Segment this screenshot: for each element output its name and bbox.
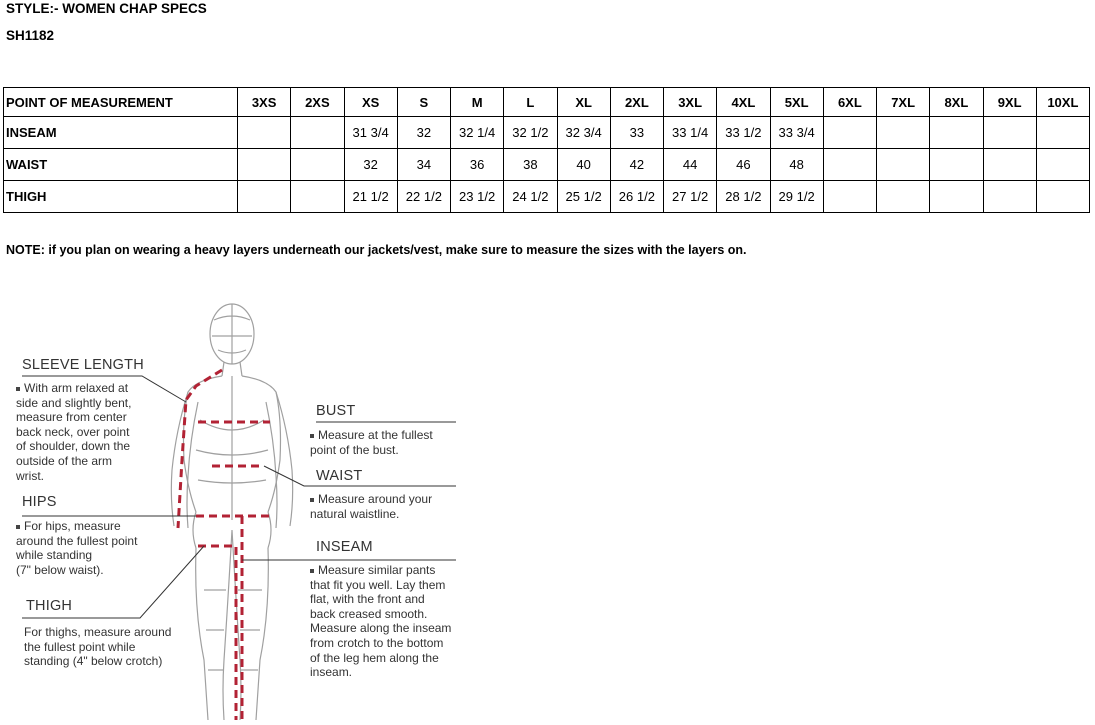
bust-text: Measure at the fullest point of the bust. xyxy=(310,428,433,457)
measurement-value: 23 1/2 xyxy=(451,181,504,213)
waist-text: Measure around your natural waistline. xyxy=(310,492,433,521)
measurement-value xyxy=(983,117,1036,149)
measurement-value: 22 1/2 xyxy=(397,181,450,213)
inseam-text: Measure similar pants that fit you well. Lay them flat, with the front and back creased smooth. Measure along the inseam from crotch to the bottom of the leg hem along the inseam. xyxy=(310,563,452,680)
measurement-value xyxy=(930,149,983,181)
measurement-value xyxy=(823,149,876,181)
table-header-row xyxy=(4,88,1090,117)
size-header-10xl: 10XL xyxy=(1036,88,1089,117)
size-header-3xl: 3XL xyxy=(664,88,717,117)
measurement-value: 26 1/2 xyxy=(610,181,663,213)
size-header-8xl: 8XL xyxy=(930,88,983,117)
header-point-of-measurement: POINT OF MEASUREMENT xyxy=(4,88,238,117)
size-header-s: S xyxy=(397,88,450,117)
table-row xyxy=(4,149,1090,181)
measurement-value: 29 1/2 xyxy=(770,181,823,213)
measurement-value: 36 xyxy=(451,149,504,181)
size-header-xl: XL xyxy=(557,88,610,117)
measurement-value: 32 3/4 xyxy=(557,117,610,149)
measurement-value: 40 xyxy=(557,149,610,181)
thigh-text: For thighs, measure around the fullest point while standing (4" below crotch) xyxy=(24,625,172,669)
measurement-label: WAIST xyxy=(4,149,238,181)
mannequin-outline xyxy=(171,304,292,720)
measurement-value xyxy=(983,149,1036,181)
measurement-value xyxy=(877,149,930,181)
size-header-m: M xyxy=(451,88,504,117)
table-row xyxy=(4,181,1090,213)
measurement-value xyxy=(238,117,291,149)
measurement-value: 28 1/2 xyxy=(717,181,770,213)
measurement-label: THIGH xyxy=(4,181,238,213)
size-header-l: L xyxy=(504,88,557,117)
measurement-value xyxy=(930,181,983,213)
sleeve-length-text: With arm relaxed at side and slightly bent, measure from center back neck, over point of shoulder, down the outside of the arm wrist. xyxy=(16,381,132,483)
inseam-label: INSEAM xyxy=(316,539,373,555)
measurement-label: INSEAM xyxy=(4,117,238,149)
measurement-value xyxy=(930,117,983,149)
size-header-4xl: 4XL xyxy=(717,88,770,117)
measurement-value: 25 1/2 xyxy=(557,181,610,213)
measurement-value: 31 3/4 xyxy=(344,117,397,149)
hips-label: HIPS xyxy=(22,494,57,510)
measurement-value: 33 1/4 xyxy=(664,117,717,149)
hips-text: For hips, measure around the fullest point while standing (7" below waist). xyxy=(16,519,138,577)
size-header-5xl: 5XL xyxy=(770,88,823,117)
size-header-6xl: 6XL xyxy=(823,88,876,117)
measurement-value: 21 1/2 xyxy=(344,181,397,213)
measurement-value xyxy=(823,181,876,213)
size-spec-table xyxy=(3,87,1090,213)
measurement-value xyxy=(238,181,291,213)
size-header-9xl: 9XL xyxy=(983,88,1036,117)
size-header-2xl: 2XL xyxy=(610,88,663,117)
measurement-value xyxy=(877,181,930,213)
size-header-3xs: 3XS xyxy=(238,88,291,117)
sleeve-length-label: SLEEVE LENGTH xyxy=(22,357,144,373)
measurement-value: 46 xyxy=(717,149,770,181)
measurement-value xyxy=(291,149,344,181)
bust-label: BUST xyxy=(316,403,356,419)
table-row xyxy=(4,117,1090,149)
layering-note: NOTE: if you plan on wearing a heavy layers underneath our jackets/vest, make sure to measure the sizes with the layers on. xyxy=(6,243,747,257)
measurement-value: 32 xyxy=(397,117,450,149)
measurement-value xyxy=(1036,149,1089,181)
measurement-value: 24 1/2 xyxy=(504,181,557,213)
measurement-value xyxy=(1036,117,1089,149)
measurement-value xyxy=(238,149,291,181)
size-header-2xs: 2XS xyxy=(291,88,344,117)
size-header-7xl: 7XL xyxy=(877,88,930,117)
measurement-value xyxy=(823,117,876,149)
measurement-value: 34 xyxy=(397,149,450,181)
measurement-value xyxy=(877,117,930,149)
measurement-value: 48 xyxy=(770,149,823,181)
thigh-label: THIGH xyxy=(26,598,73,614)
measurement-value xyxy=(291,181,344,213)
measurement-value: 32 1/2 xyxy=(504,117,557,149)
measurement-value xyxy=(291,117,344,149)
waist-label: WAIST xyxy=(316,468,363,484)
measurement-value: 32 1/4 xyxy=(451,117,504,149)
size-header-xs: XS xyxy=(344,88,397,117)
measurement-value: 44 xyxy=(664,149,717,181)
style-title: STYLE:- WOMEN CHAP SPECS xyxy=(6,1,207,16)
measurement-value: 27 1/2 xyxy=(664,181,717,213)
measurement-value: 38 xyxy=(504,149,557,181)
measurement-value: 33 xyxy=(610,117,663,149)
measurement-value: 42 xyxy=(610,149,663,181)
measurement-value xyxy=(983,181,1036,213)
measurement-value: 32 xyxy=(344,149,397,181)
measurement-value: 33 1/2 xyxy=(717,117,770,149)
measurement-value: 33 3/4 xyxy=(770,117,823,149)
measurement-value xyxy=(1036,181,1089,213)
style-code: SH1182 xyxy=(6,28,55,43)
